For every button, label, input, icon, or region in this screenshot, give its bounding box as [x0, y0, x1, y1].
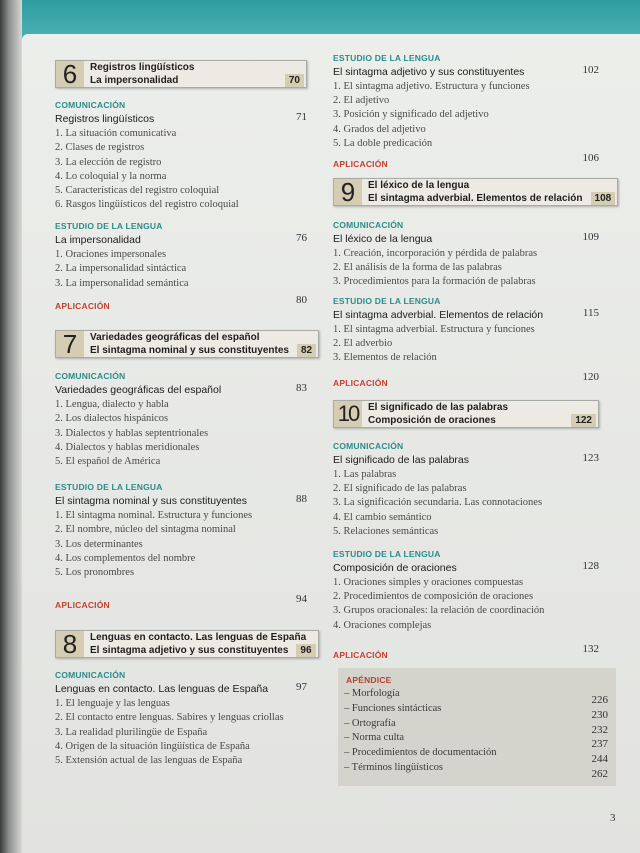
toc-item: 6. Rasgos lingüísticos del registro coloquial [55, 199, 239, 211]
section-label: COMUNICACIÓN [55, 371, 126, 381]
aplicacion-entry [55, 296, 307, 312]
toc-item: 5. El español de América [55, 456, 161, 468]
section-page: 109 [582, 231, 599, 243]
aplicacion-entry [55, 595, 307, 611]
section-page: 115 [582, 307, 599, 319]
section-title: El significado de las palabras [333, 454, 469, 466]
chapter-title-2: El sintagma adverbial. Elementos de relación [368, 193, 583, 204]
toc-item: 2. Procedimientos de composición de oraciones [333, 591, 534, 603]
aplicacion-page: 132 [582, 643, 599, 655]
aplicacion-label: APLICACIÓN [55, 600, 110, 610]
toc-section [333, 548, 599, 633]
section-title: Lenguas en contacto. Las lenguas de España [55, 683, 269, 695]
toc-item: 5. Características del registro coloquial [55, 185, 220, 197]
toc-item: 1. Oraciones impersonales [55, 249, 167, 260]
chapter-number: 7 [56, 331, 84, 357]
chapter-title-row [90, 344, 318, 357]
chapter-title-1: Registros lingüísticos [90, 62, 195, 73]
chapter-title-1: Variedades geográficas del español [90, 332, 260, 343]
section-title: El sintagma adverbial. Elementos de relación [333, 309, 544, 321]
section-page: 88 [296, 493, 307, 505]
section-page: 123 [582, 452, 599, 464]
aplicacion-page: 94 [296, 593, 307, 605]
section-title: Variedades geográficas del español [55, 384, 222, 396]
chapter-title-row [90, 644, 318, 657]
toc-item: 2. La impersonalidad sintáctica [55, 263, 187, 275]
appendix-page: 237 [591, 738, 608, 751]
toc-item: 3. La elección de registro [55, 156, 162, 168]
chapter-header [333, 400, 599, 428]
section-title: Composición de oraciones [333, 562, 457, 574]
toc-item: 4. Lo coloquial y la norma [55, 170, 167, 182]
toc-section [55, 99, 307, 213]
toc-item: 1. La situación comunicativa [55, 128, 177, 139]
chapter-title-1: El léxico de la lengua [368, 180, 470, 191]
section-label: ESTUDIO DE LA LENGUA [55, 221, 163, 231]
page-number: 3 [610, 812, 616, 824]
section-title: El sintagma adjetivo y sus constituyentes [333, 66, 525, 78]
chapter-number: 10 [334, 401, 362, 427]
section-title: Registros lingüísticos [55, 113, 155, 125]
chapter-number: 6 [56, 61, 84, 87]
toc-item: 2. Los dialectos hispánicos [55, 413, 169, 425]
toc-item: 3. La significación secundaria. Las connotaciones [333, 497, 543, 509]
toc-item: 1. El lenguaje y las lenguas [55, 698, 170, 709]
toc-item: 3. Procedimientos para la formación de palabras [333, 276, 536, 288]
section-label: COMUNICACIÓN [333, 220, 404, 230]
chapter-header [55, 330, 319, 358]
aplicacion-page: 120 [582, 371, 599, 383]
toc-section [333, 52, 599, 151]
toc-item: 4. El cambio semántico [333, 511, 432, 523]
toc-item: 1. El sintagma adjetivo. Estructura y funciones [333, 81, 530, 92]
toc-item: 2. El significado de las palabras [333, 483, 467, 495]
toc-item: 5. Relaciones semánticas [333, 525, 439, 537]
toc-item: 1. El sintagma nominal. Estructura y funciones [55, 510, 253, 521]
toc-item: 2. El adjetivo [333, 95, 390, 107]
chapter-page: 108 [591, 192, 616, 205]
aplicacion-label: APLICACIÓN [333, 378, 388, 388]
toc-item: 4. Dialectos y hablas meridionales [55, 441, 200, 453]
appendix-label: APÉNDICE [346, 675, 392, 685]
toc-item: 2. El nombre, núcleo del sintagma nominal [55, 524, 236, 536]
chapter-title-1: El significado de las palabras [368, 402, 509, 413]
section-title: El sintagma nominal y sus constituyentes [55, 495, 248, 507]
section-label: COMUNICACIÓN [333, 441, 404, 451]
section-label: COMUNICACIÓN [55, 100, 126, 110]
aplicacion-label: APLICACIÓN [55, 301, 110, 311]
toc-item: 3. La realidad plurilingüe de España [55, 726, 208, 738]
toc-item: 3. La impersonalidad semántica [55, 277, 189, 289]
chapter-title-1: Lenguas en contacto. Las lenguas de España [90, 632, 307, 643]
chapter-page: 70 [285, 74, 304, 87]
toc-section [55, 669, 307, 768]
aplicacion-entry [333, 645, 599, 661]
appendix-box [338, 668, 616, 786]
chapter-page: 96 [296, 644, 315, 657]
section-page: 97 [296, 681, 307, 693]
appendix-page: 230 [591, 708, 608, 721]
section-label: ESTUDIO DE LA LENGUA [333, 53, 441, 63]
section-page: 76 [296, 232, 307, 244]
toc-item: 3. Los determinantes [55, 538, 143, 550]
toc-item: 5. La doble predicación [333, 137, 433, 149]
section-page: 71 [296, 111, 307, 123]
aplicacion-entry [333, 154, 599, 170]
toc-item: 3. Grupos oracionales: la relación de coordinación [333, 605, 545, 617]
toc-item: 2. El análisis de la forma de las palabras [333, 262, 502, 274]
section-label: ESTUDIO DE LA LENGUA [333, 549, 441, 559]
appendix-item: – Morfología [344, 688, 400, 699]
aplicacion-page: 80 [296, 294, 307, 306]
section-page: 128 [582, 560, 599, 572]
toc-item: 1. El sintagma adverbial. Estructura y funciones [333, 324, 535, 335]
chapter-title-2: La impersonalidad [90, 75, 179, 86]
toc-item: 3. Posición y significado del adjetivo [333, 109, 489, 121]
toc-page [22, 34, 640, 853]
chapter-title-row [368, 192, 617, 205]
chapter-page: 122 [571, 414, 596, 427]
toc-item: 4. Origen de la situación lingüística de España [55, 740, 250, 752]
chapter-page: 82 [297, 344, 316, 357]
appendix-page: 262 [591, 768, 608, 780]
toc-item: 3. Elementos de relación [333, 352, 437, 364]
section-page: 83 [296, 382, 307, 394]
chapter-title-row [368, 414, 598, 427]
page-edge [0, 0, 22, 853]
toc-item: 5. Los pronombres [55, 567, 135, 579]
toc-item: 1. Lengua, dialecto y habla [55, 399, 169, 410]
aplicacion-label: APLICACIÓN [333, 650, 388, 660]
chapter-title-2: Composición de oraciones [368, 415, 496, 426]
section-label: ESTUDIO DE LA LENGUA [333, 296, 441, 306]
appendix-page: 244 [591, 753, 608, 766]
chapter-title-row [90, 74, 306, 87]
toc-section [333, 295, 599, 366]
appendix-item: – Procedimientos de documentación [344, 747, 497, 759]
chapter-title-2: El sintagma adjetivo y sus constituyentes [90, 645, 289, 656]
toc-item: 4. Oraciones complejas [333, 619, 432, 631]
aplicacion-page: 106 [582, 152, 599, 164]
appendix-item: – Norma culta [344, 732, 405, 744]
section-title: El léxico de la lengua [333, 233, 433, 245]
chapter-number: 8 [56, 631, 84, 657]
chapter-title-2: El sintagma nominal y sus constituyentes [90, 345, 289, 356]
section-page: 102 [582, 64, 599, 76]
aplicacion-entry [333, 373, 599, 389]
toc-item: 1. Las palabras [333, 469, 397, 480]
section-label: COMUNICACIÓN [55, 670, 126, 680]
toc-item: 2. Clases de registros [55, 142, 145, 154]
appendix-item: – Funciones sintácticas [344, 702, 442, 714]
appendix-page: 226 [591, 694, 608, 706]
section-title: La impersonalidad [55, 234, 141, 246]
toc-section [55, 481, 307, 580]
toc-item: 1. Creación, incorporación y pérdida de palabras [333, 248, 538, 259]
chapter-number: 9 [334, 179, 362, 205]
toc-item: 3. Dialectos y hablas septentrionales [55, 427, 209, 439]
chapter-header [55, 630, 319, 658]
appendix-item: – Ortografía [344, 717, 396, 729]
toc-section [333, 219, 599, 290]
chapter-header [333, 178, 618, 206]
toc-item: 5. Extensión actual de las lenguas de España [55, 755, 243, 767]
appendix-item: – Términos lingüísticos [344, 762, 443, 773]
toc-section [55, 220, 307, 291]
aplicacion-label: APLICACIÓN [333, 159, 388, 169]
toc-item: 1. Oraciones simples y oraciones compuestas [333, 577, 524, 588]
toc-item: 2. El contacto entre lenguas. Sabires y lenguas criollas [55, 712, 284, 724]
toc-item: 4. Grados del adjetivo [333, 123, 426, 135]
section-label: ESTUDIO DE LA LENGUA [55, 482, 163, 492]
toc-section [55, 370, 307, 469]
toc-item: 2. El adverbio [333, 338, 393, 350]
toc-section [333, 440, 599, 539]
chapter-header [55, 60, 307, 88]
toc-item: 4. Los complementos del nombre [55, 552, 196, 564]
appendix-page: 232 [591, 723, 608, 736]
